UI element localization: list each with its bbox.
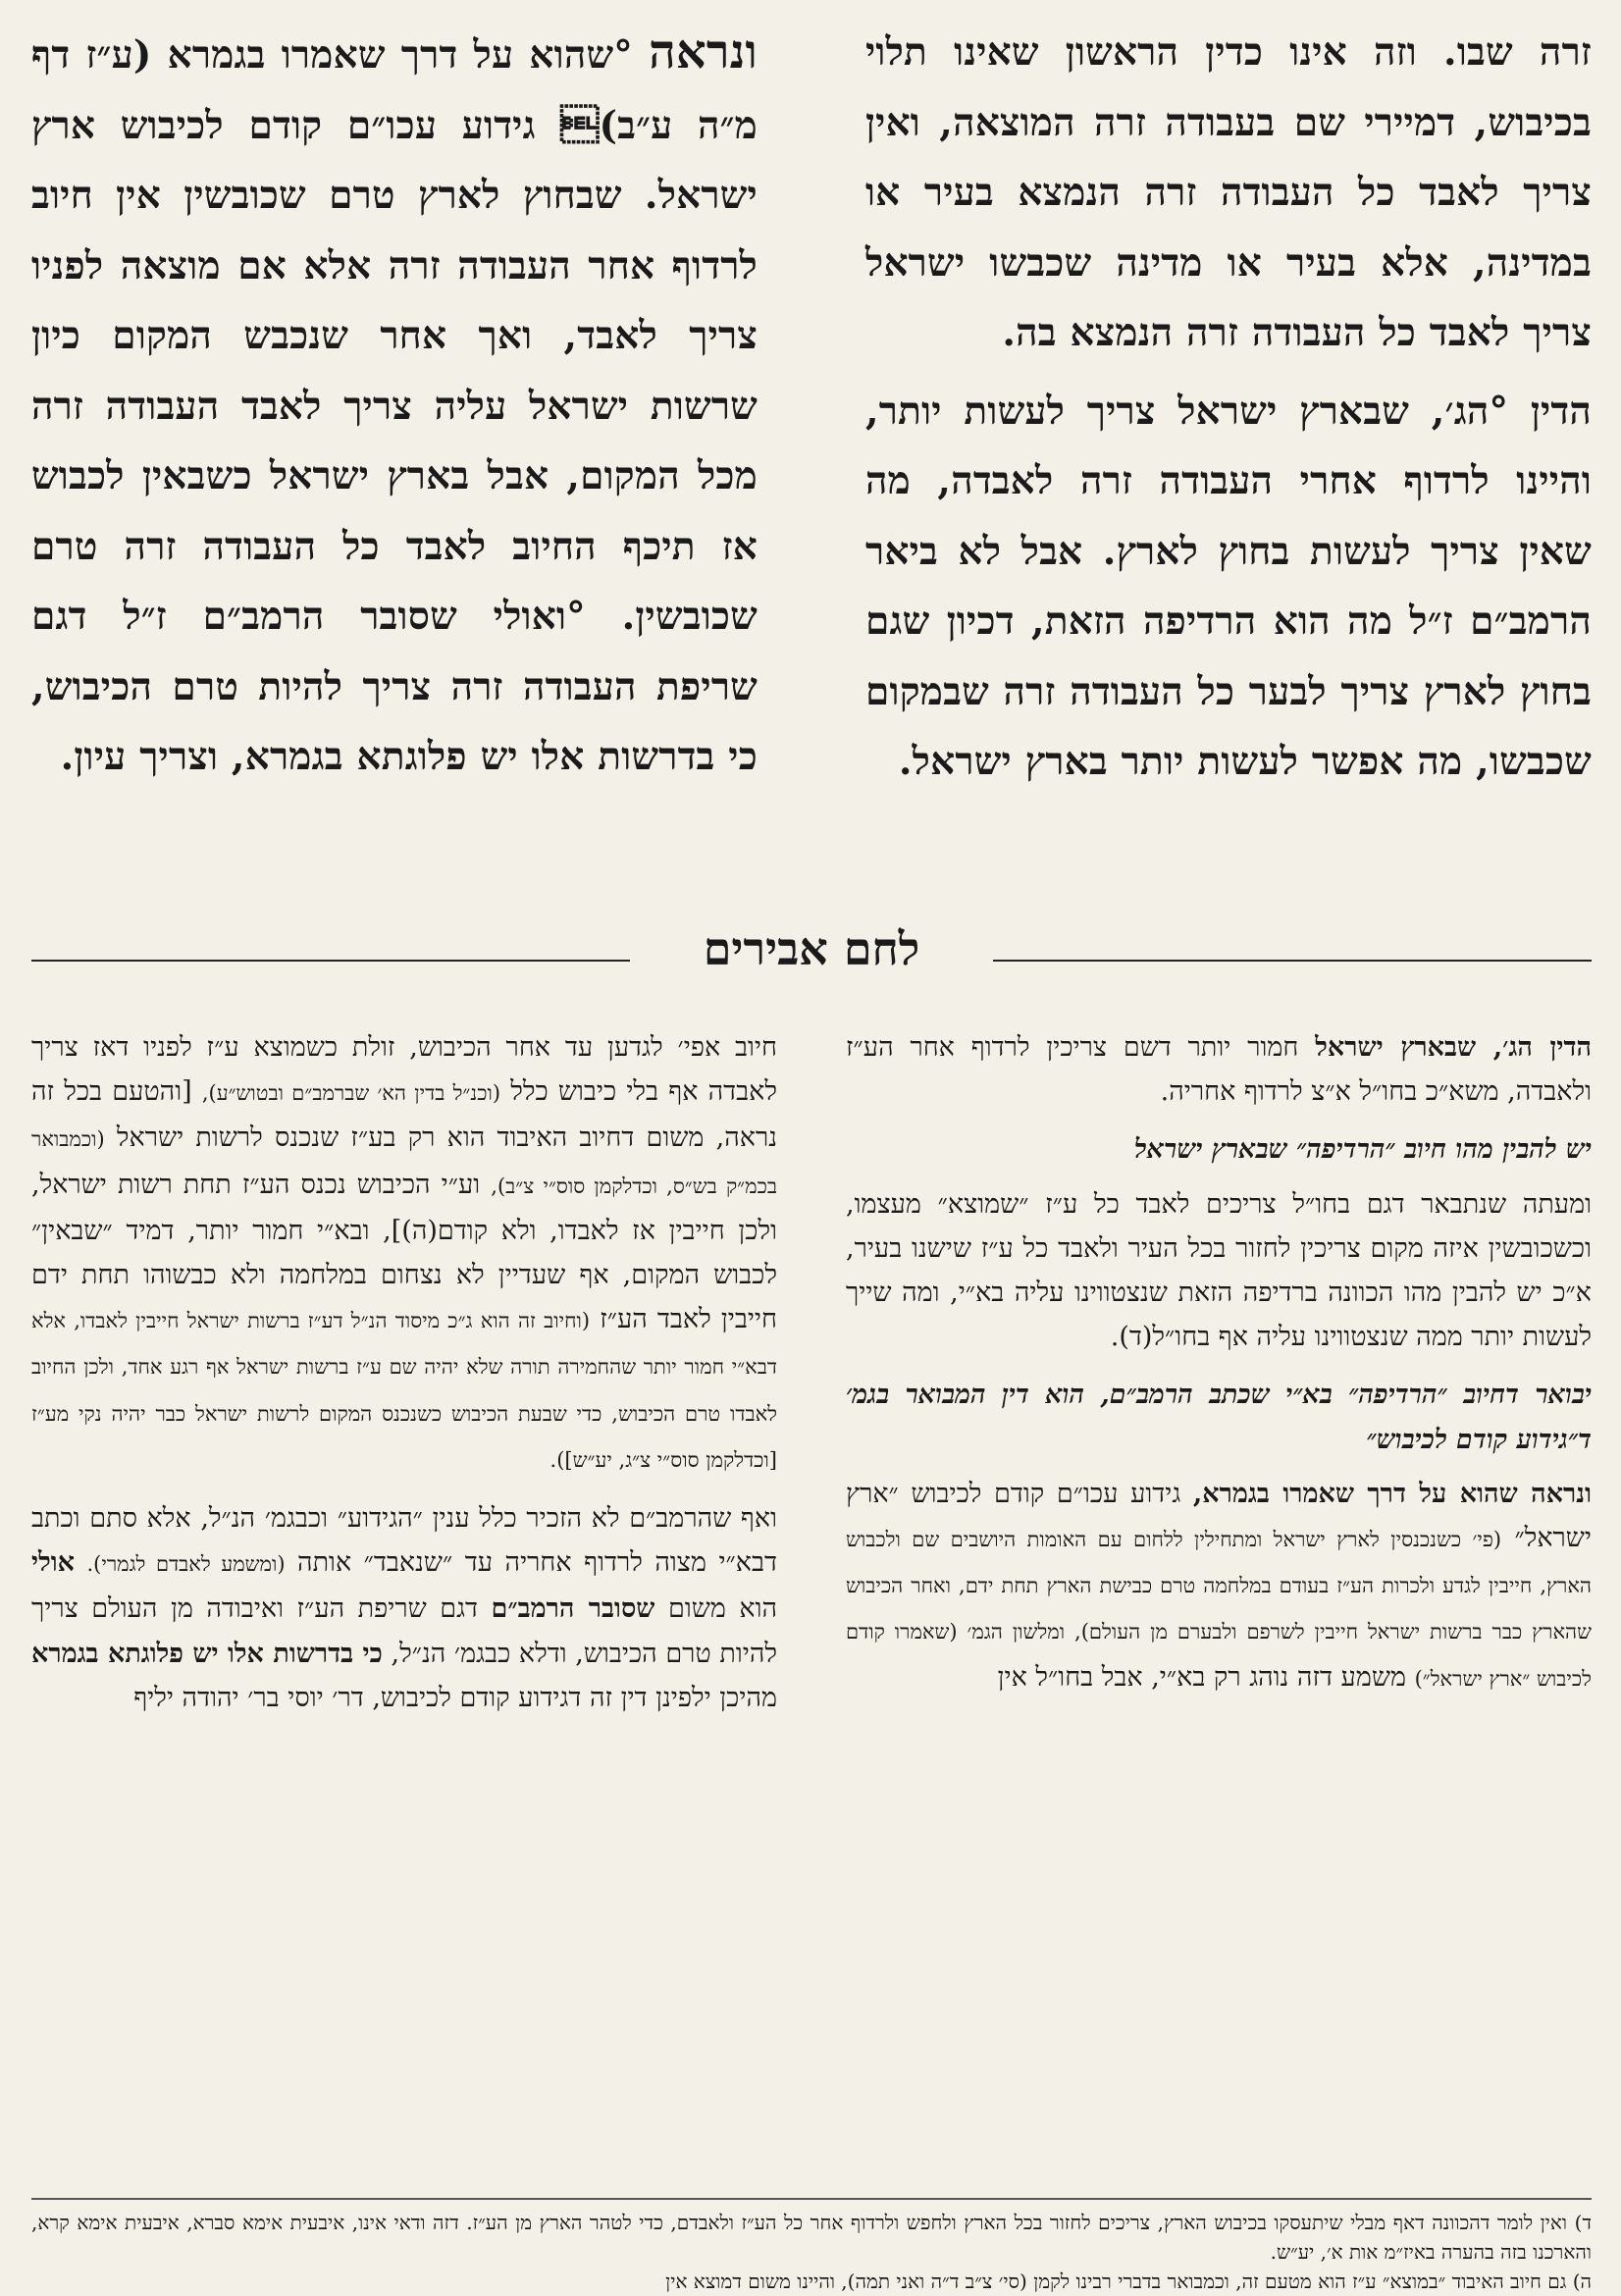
commentary-paragraph-5	[31, 1496, 777, 1720]
paragraph-text: חיוב אפי׳ לגדען עד אחר הכיבוש, זולת כשמוצא ע״ז לפניו דאז צריך לאבדה אף בלי כיבוש כלל	[31, 1032, 777, 1108]
main-text-left-column	[31, 18, 758, 901]
main-paragraph-1: זרה שבו. וזה אינו כדין הראשון שאינו תלוי בכיבוש, דמיירי שם בעבודה זרה המוצאה, ואין צריך לאבד כל העבודה זרה הנמצא בעיר או במדינה, אלא בעיר או מדינה שכבשו ישראל צריך לאבד כל העבודה זרה הנמצא בה.	[865, 29, 1592, 355]
parenthetical: (ומשמע לאבדם לגמרי).	[86, 1552, 286, 1577]
parenthetical: (וכמבואר בכמ״ק בש״ס, וכדלקמן סוס״י צ״ב),	[31, 1127, 777, 1198]
heading-title: לחם אבירים	[703, 922, 920, 975]
parenthetical: (פי׳ כשנכנסין לארץ ישראל ומתחילין ללחום עם האומות היושבים שם ולכבוש הארץ, חייבין לגדע ולכרות הע״ז בעודם במלחמה טרם כבישת הארץ תחת ידם, ואחר הכיבוש שהארץ כבר ברשות ישראל חייבין לשרפם ולבערם מן העולם), ומלשון הגמ׳ (שאמרו קודם לכיבוש ״ארץ ישראל״)	[846, 1528, 1592, 1691]
heading-rule-left	[31, 960, 630, 962]
main-text-right-column	[865, 18, 1592, 901]
footnotes	[31, 2208, 1592, 2296]
footnote-d: ד) ואין לומר דהכוונה דאף מבלי שיתעסקו בכיבוש הארץ, צריכים לחזור בכל הארץ ולחפש ולרדוף אחר כל הע״ז ולאבדם, כדי לטהר הארץ מן הע״ז. דזה ודאי אינו, איבעית אימא סברא, איבעית אימא קרא, והארכנו בזה בהערה באיז״מ אות א׳, יע״ש.	[31, 2211, 1592, 2264]
bold-phrase: הדין הג׳, שבארץ ישראל	[1315, 1032, 1593, 1063]
lead-word: ונראה	[649, 25, 758, 79]
commentary-right-column	[846, 1025, 1592, 1715]
parenthetical: (וכנ״ל בדין הא׳ שברמב״ם ובטוש״ע),	[201, 1081, 501, 1106]
bold-phrase: שסובר הרמב״ם	[491, 1593, 655, 1625]
commentary-paragraph-2: ומעתה שנתבאר דגם בחו״ל צריכים לאבד כל ע״ז ״שמוצא״ מעצמו, וכשכובשין איזה מקום צריכין לחזור בכל העיר ולאבד כל ע״ז שישנו בעיר, א״כ יש להבין מהו הכוונה ברדיפה הזאת שנצטווינו עליה בא״י, ומה שייך לעשות יותר ממה שנצטווינו עליה אף בחו״ל(ד).	[846, 1188, 1592, 1353]
bold-phrase: אולי	[31, 1547, 75, 1579]
main-paragraph-3-text: °שהוא על דרך שאמרו בגמרא (ע״ז דף מ״ה ע״ב) גידוע עכו״ם קודם לכיבוש ארץ ישראל. שבחוץ לארץ טרם שכובשין אין חיוב לרדוף אחר העבודה זרה אלא אם מוצאה לפניו צריך לאבד, ואך אחר שנכבש המקום כיון שרשות ישראל עליה צריך לאבד העבודה זרה מכל המקום, אבל בארץ ישראל כשבאין לכבוש אז תיכף החיוב לאבד כל העבודה זרה טרם שכובשין. °ואולי שסובר הרמב״ם ז״ל דגם שריפת העבודה זרה צריך להיות טרם הכיבוש, כי בדרשות אלו יש פלוגתא בגמרא, וצריך עיון.	[31, 32, 758, 779]
footnote-h: ה) גם חיוב האיבוד ״במוצא״ ע״ז הוא מטעם זה, וכמבואר בדברי רבינו לקמן (סי׳ צ״ב ד״ה ואני תמה), והיינו משום דמוצא אין	[665, 2270, 1592, 2293]
bold-phrase: כי בדרשות אלו יש פלוגתא בגמרא	[31, 1638, 383, 1669]
paragraph-text: וע״י הכיבוש נכנס הע״ז תחת רשות ישראל, ולכן חייבין אז לאבדו, ולא קודם(ה)], ובא״י חמור יותר, דמיד ״שבאין״ לכבוש המקום, אף שעדיין לא נצחום במלחמה ולא כבשוהו תחת ידם חייבין לאבד הע״ז	[31, 1169, 777, 1335]
paragraph-text: דגם שריפת הע״ז ואיבודה מן העולם צריך להיות טרם הכיבוש, ודלא כבגמ׳ הנ״ל,	[31, 1593, 777, 1669]
bold-phrase: ונראה שהוא על דרך שאמרו בגמרא,	[1192, 1478, 1592, 1509]
commentary	[31, 1025, 1592, 2183]
section-heading	[31, 922, 1592, 991]
paragraph-text: גידוע עכו״ם קודם לכיבוש ״ארץ ישראל״	[846, 1478, 1592, 1554]
paragraph-text: משמע דזה נוהג רק בא״י, אבל בחו״ל אין	[997, 1661, 1406, 1693]
parenthetical: (וחיוב זה הוא ג״כ מיסוד הנ״ל דע״ז ברשות ישראל חייבין לאבדו, אלא דבא״י חמור יותר שהחמירה תורה שלא יהיה שם ע״ז ברשות ישראל אף רגע אחד, ולכן החיוב לאבדו טרם הכיבוש, כדי שבעת הכיבוש כשנכנס המקום לרשות ישראל כבר יהיה נקי מע״ז [וכדלקמן סוס״י צ״ג, יע״ש]).	[31, 1309, 777, 1472]
subheading-1: יש להבין מהו חיוב ״הרדיפה״ שבארץ ישראל	[1134, 1134, 1592, 1166]
commentary-paragraph-1	[846, 1025, 1592, 1114]
paragraph-text: [והטעם בכל זה נראה, משום דחיוב האיבוד הוא רק בע״ז שנכנס לרשות ישראל	[31, 1076, 777, 1154]
paragraph-text: ואף שהרמב״ם לא הזכיר כלל ענין ״הגידוע״ וכבגמ׳ הנ״ל, אלא סתם וכתב דבא״י מצוה לרדוף אחריה עד ״שנאבד״ אותה	[31, 1503, 777, 1579]
paragraph-text: הוא משום	[667, 1593, 778, 1625]
subheading-2: יבואר דחיוב ״הרדיפה״ בא״י שכתב הרמב״ם, הוא דין המבואר בגמ׳ ד״גידוע קודם לכיבוש״	[846, 1380, 1592, 1455]
commentary-left-column	[31, 1025, 777, 1734]
main-paragraph-2: הדין °הג׳, שבארץ ישראל צריך לעשות יותר, והיינו לרדוף אחרי העבודה זרה לאבדה, מה שאין צריך לעשות בחוץ לארץ. אבל לא ביאר הרמב״ם ז״ל מה הוא הרדיפה הזאת, דכיון שגם בחוץ לארץ צריך לבער כל העבודה זרה שבמקום שכבשו, מה אפשר לעשות יותר בארץ ישראל.	[865, 388, 1592, 784]
main-text	[31, 18, 1592, 901]
paragraph-text: מהיכן ילפינן דין זה דגידוע קודם לכיבוש, דר׳ יוסי בר׳ יהודה יליף	[133, 1682, 777, 1713]
paragraph-text: חמור יותר דשם צריכין לרדוף אחר הע״ז ולאבדה, משא״כ בחו״ל א״צ לרדוף אחריה.	[846, 1032, 1592, 1108]
main-paragraph-3	[31, 18, 758, 793]
footnote-rule	[31, 2198, 1592, 2200]
commentary-paragraph-3	[846, 1472, 1592, 1701]
commentary-paragraph-4	[31, 1025, 777, 1483]
